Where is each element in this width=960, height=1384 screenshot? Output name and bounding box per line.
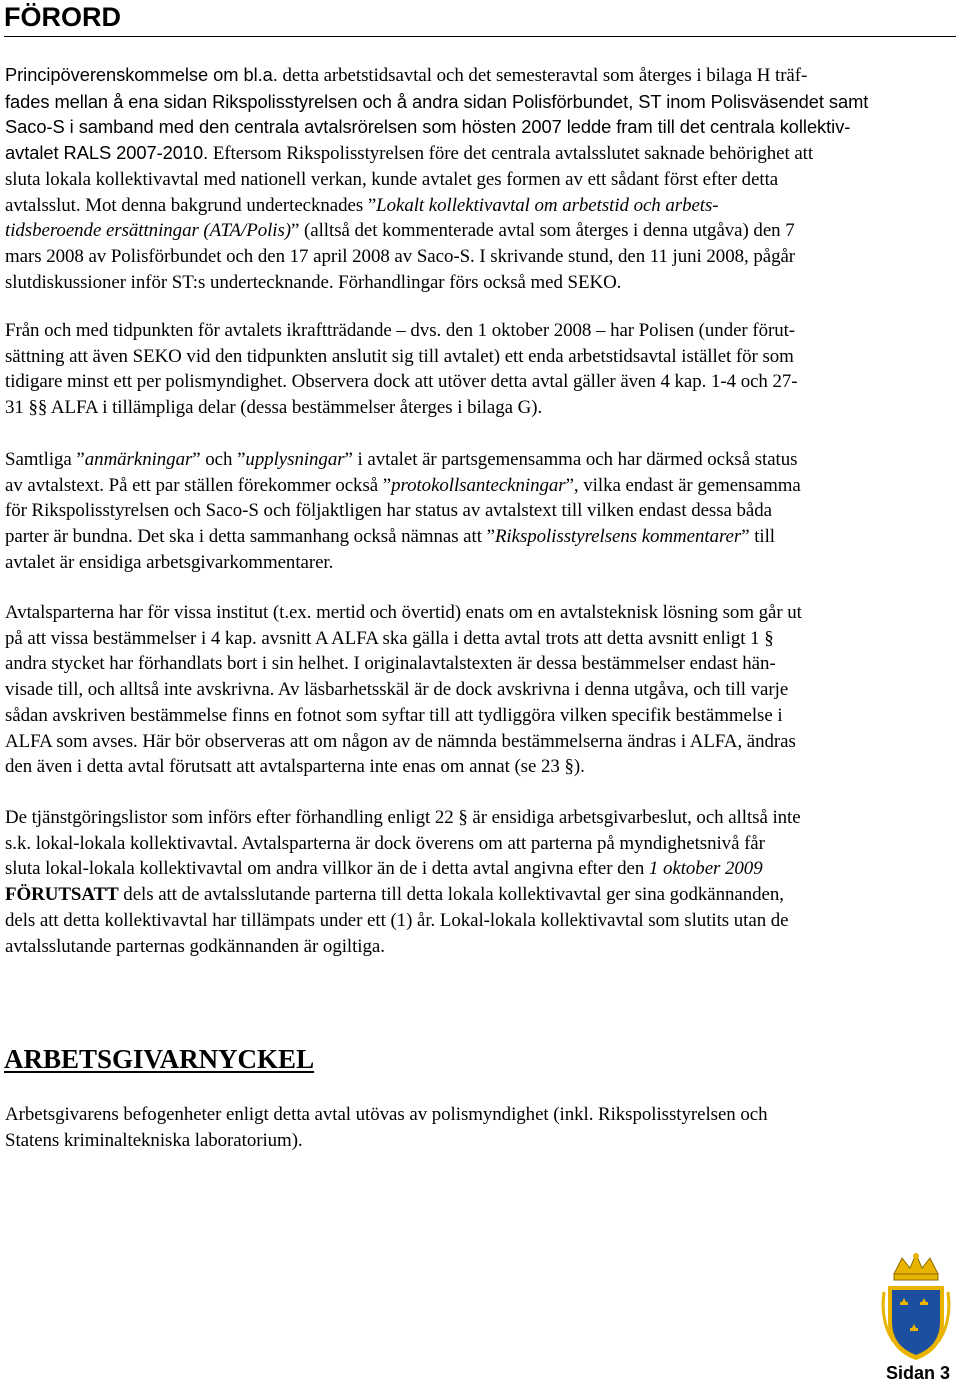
p3-line-4c: ” till: [741, 526, 776, 548]
p5-line-3b: 1 oktober 2009: [648, 858, 763, 880]
p4-line-6: ALFA som avses. Här bör observeras att om någon av de nämnda bestämmelserna ändras i ALFA, ändras: [5, 730, 796, 752]
p4-line-4: visade till, och alltså inte avskrivna. Av läsbarhetsskäl är de dock avskrivna i denna utgåva, och till varje: [5, 679, 789, 701]
p1-line-6a: avtalsslut. Mot denna bakgrund undertecknades ”: [5, 194, 377, 216]
s2-line-1: Arbetsgivarens befogenheter enligt detta avtal utövas av polismyndighet (inkl. Rikspolisstyrelsen och: [5, 1104, 768, 1125]
s2-line-2: Statens kriminaltekniska laboratorium).: [5, 1129, 303, 1151]
p5-line-5: dels att detta kollektivavtal har tillämpats under ett (1) år. Lokal-lokala kollektivavtal som slutits utan de: [5, 909, 789, 931]
p5-line-1: De tjänstgöringslistor som införs efter förhandling enligt 22 § är ensidiga arbetsgivarbeslut, och alltså inte: [5, 807, 801, 828]
p5-line-3a: sluta lokal-lokala kollektivavtal om andra villkor än de i detta avtal angivna efter den: [5, 858, 649, 880]
p3-line-2c: ”, vilka endast är gemensamma: [565, 474, 801, 496]
paragraph-2: [5, 318, 951, 421]
p3-line-2a: av avtalstext. På ett par ställen förekommer också ”: [5, 474, 392, 496]
p3-line-2b: protokollsanteckningar: [391, 474, 566, 496]
p3-line-1b: anmärkningar: [84, 449, 193, 470]
p1-line-7b: ” (alltså det kommenterade avtal som återges i denna utgåva) den 7: [291, 220, 795, 242]
p5-line-4a: FÖRUTSATT: [5, 884, 119, 906]
p3-line-4a: parter är bundna. Det ska i detta sammanhang också nämnas att ”: [5, 526, 495, 548]
page-number: Sidan 3: [885, 1363, 950, 1383]
p1-line-8: mars 2008 av Polisförbundet och den 17 april 2008 av Saco-S. I skrivande stund, den 11 juni 2008, pågår: [5, 245, 796, 267]
p3-line-5: avtalet är ensidiga arbetsgivarkommentarer.: [5, 551, 334, 573]
p5-line-6: avtalsslutande parternas godkännanden är ogiltiga.: [5, 935, 385, 957]
p1-line-3: Saco-S i samband med den centrala avtalsrörelsen som hösten 2007 ledde fram till det centrala kollektiv-: [5, 116, 851, 138]
p1-line-6b: Lokalt kollektivavtal om arbetstid och arbets-: [376, 194, 719, 216]
page-heading: FÖRORD: [4, 2, 121, 32]
paragraph-1: [5, 62, 951, 295]
paragraph-5: [5, 805, 951, 959]
section-heading-arbetsgivarnyckel: ARBETSGIVARNYCKEL: [4, 1044, 315, 1074]
p4-line-2: på att vissa bestämmelser i 4 kap. avsnitt A ALFA ska gälla i detta avtal trots att detta avsnitt enligt 1 §: [5, 627, 774, 649]
heading-rule: [4, 36, 956, 37]
p2-line-4: 31 §§ ALFA i tillämpliga delar (dessa bestämmelser återges i bilaga G).: [5, 397, 543, 419]
p4-line-5: sådan avskriven bestämmelse finns en fotnot som syftar till att tydliggöra vilken specifik bestämmelse i: [5, 704, 783, 726]
p4-line-7: den även i detta avtal förutsatt att avtalsparterna inte enas om annat (se 23 §).: [5, 756, 585, 778]
p3-line-1a: Samtliga ”: [5, 449, 85, 470]
p3-line-3: för Rikspolisstyrelsen och Saco-S och följaktligen har status av avtalstext till vilken endast dessa båda: [5, 500, 772, 522]
paragraph-3: [5, 447, 951, 576]
paragraph-4: [5, 600, 951, 780]
p1-line-5: sluta lokala kollektivavtal med nationell verkan, kunde avtalet ges formen av ett sådant först efter detta: [5, 168, 779, 190]
p1-line-1b: detta arbetstidsavtal och det semesteravtal som återges i bilaga H träf-: [277, 65, 808, 86]
p1-line-4a: avtalet RALS 2007-2010.: [5, 142, 209, 164]
p5-line-4b: dels att de avtalsslutande parterna till detta lokala kollektivavtal ger sina godkännanden,: [118, 884, 784, 906]
p2-line-2: sättning att även SEKO vid den tidpunkten anslutit sig till avtalet) ett enda arbetstidsavtal istället för som: [5, 345, 794, 367]
p3-line-1e: ” i avtalet är partsgemensamma och har därmed också status: [344, 449, 798, 470]
p1-line-7a: tidsberoende ersättningar (ATA/Polis): [5, 220, 292, 242]
p3-line-1c: ” och ”: [192, 449, 246, 470]
p3-line-1d: upplysningar: [245, 449, 345, 470]
p4-line-1: Avtalsparterna har för vissa institut (t.ex. mertid och övertid) enats om en avtalsteknisk lösning som går ut: [5, 602, 802, 623]
p1-line-1a: Principöverenskommelse om bl.a.: [5, 64, 278, 85]
police-emblem-icon: [880, 1252, 952, 1362]
p1-line-9: slutdiskussioner inför ST:s undertecknande. Förhandlingar förs också med SEKO.: [5, 271, 622, 293]
p1-line-4b: Eftersom Rikspolisstyrelsen före det centrala avtalsslutet saknade behörighet att: [208, 143, 814, 165]
p2-line-1: Från och med tidpunkten för avtalets ikraftträdande – dvs. den 1 oktober 2008 – har Polisen (under förut-: [5, 320, 796, 341]
p4-line-3: andra stycket har förhandlats bort i sin helhet. I originalavtalstexten är dessa bestämmelser endast hän-: [5, 653, 776, 675]
p5-line-2: s.k. lokal-lokala kollektivavtal. Avtalsparterna är dock överens om att parterna på myndighetsnivå får: [5, 832, 765, 854]
p3-line-4b: Rikspolisstyrelsens kommentarer: [494, 526, 742, 548]
paragraph-arbetsgivarnyckel: [5, 1102, 951, 1153]
p1-line-2: fades mellan å ena sidan Rikspolisstyrelsen och å andra sidan Polisförbundet, ST inom Polisväsendet samt: [5, 90, 869, 112]
p2-line-3: tidigare minst ett per polismyndighet. Observera dock att utöver detta avtal gäller även 4 kap. 1-4 och 27-: [5, 371, 798, 393]
